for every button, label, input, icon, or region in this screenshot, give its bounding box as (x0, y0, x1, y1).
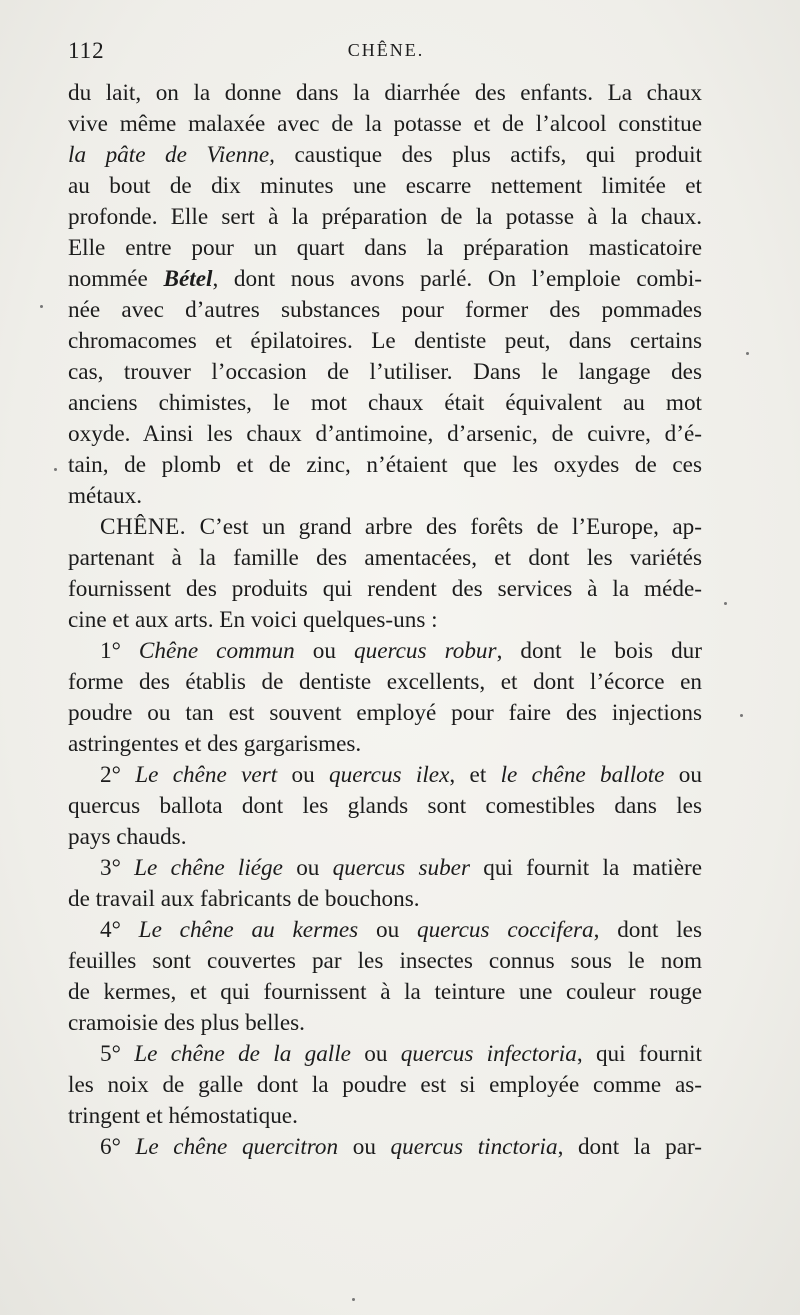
text-line: cramoisie des plus belles. (68, 1010, 305, 1036)
text-line: anciens chimistes, le mot chaux était équivalent au mot (68, 390, 702, 416)
text-line: chromacomes et épilatoires. Le dentiste peut, dans certains (68, 328, 702, 354)
text-line: 2° Le chêne vert ou quercus ilex, et le chêne ballote ou (100, 762, 702, 788)
text-line: profonde. Elle sert à la préparation de la potasse à la chaux. (68, 204, 702, 230)
text-line: tringent et hémostatique. (68, 1103, 298, 1129)
running-head: CHÊNE. (347, 40, 425, 60)
text-line: cine et aux arts. En voici quelques-uns : (68, 607, 438, 633)
text-line: partenant à la famille des amentacées, et dont les variétés (68, 545, 702, 571)
text-line: CHÊNE. C’est un grand arbre des forêts de l’Europe, ap- (100, 514, 702, 540)
text-line: au bout de dix minutes une escarre nettement limitée et (68, 173, 702, 199)
text-line: la pâte de Vienne, caustique des plus actifs, qui produit (68, 142, 702, 168)
text-line: 3° Le chêne liége ou quercus suber qui fournit la matière (100, 855, 702, 881)
speck (740, 714, 743, 717)
text-line: pays chauds. (68, 824, 187, 850)
text-line: Elle entre pour un quart dans la préparation masticatoire (68, 235, 702, 261)
text-line: les noix de galle dont la poudre est si employée comme as- (68, 1072, 702, 1098)
text-line: quercus ballota dont les glands sont comestibles dans les (68, 793, 702, 819)
text-line: 4° Le chêne au kermes ou quercus coccifera, dont les (100, 917, 702, 943)
text-line: vive même malaxée avec de la potasse et de l’alcool constitue (68, 111, 702, 137)
body-text (68, 78, 702, 1163)
text-line: astringentes et des gargarismes. (68, 731, 362, 757)
text-line: fournissent des produits qui rendent des services à la méde- (68, 576, 702, 602)
text-line: née avec d’autres substances pour former des pommades (68, 297, 702, 323)
text-line: forme des établis de dentiste excellents, et dont l’écorce en (68, 669, 702, 695)
text-line: de travail aux fabricants de bouchons. (68, 886, 420, 912)
speck (746, 352, 749, 355)
text-line: feuilles sont couvertes par les insectes connus sous le nom (68, 948, 702, 974)
page-header (68, 38, 704, 72)
text-line: de kermes, et qui fournissent à la teinture une couleur rouge (68, 979, 702, 1005)
text-line: du lait, on la donne dans la diarrhée des enfants. La chaux (68, 80, 702, 106)
text-line: tain, de plomb et de zinc, n’étaient que les oxydes de ces (68, 452, 702, 478)
speck (724, 602, 727, 605)
text-line: 5° Le chêne de la galle ou quercus infectoria, qui fournit (100, 1041, 702, 1067)
text-line: métaux. (68, 483, 143, 509)
text-line: 6° Le chêne quercitron ou quercus tinctoria, dont la par- (100, 1134, 702, 1160)
text-line: nommée Bétel, dont nous avons parlé. On l’emploie combi- (68, 266, 702, 292)
speck (40, 305, 43, 308)
text-line: cas, trouver l’occasion de l’utiliser. Dans le langage des (68, 359, 702, 385)
speck (54, 468, 57, 471)
text-line: oxyde. Ainsi les chaux d’antimoine, d’arsenic, de cuivre, d’é- (68, 421, 702, 447)
speck (352, 1298, 355, 1301)
text-line: 1° Chêne commun ou quercus robur, dont le bois dur (100, 638, 702, 664)
page-number: 112 (68, 38, 105, 63)
text-line: poudre ou tan est souvent employé pour faire des injections (68, 700, 702, 726)
